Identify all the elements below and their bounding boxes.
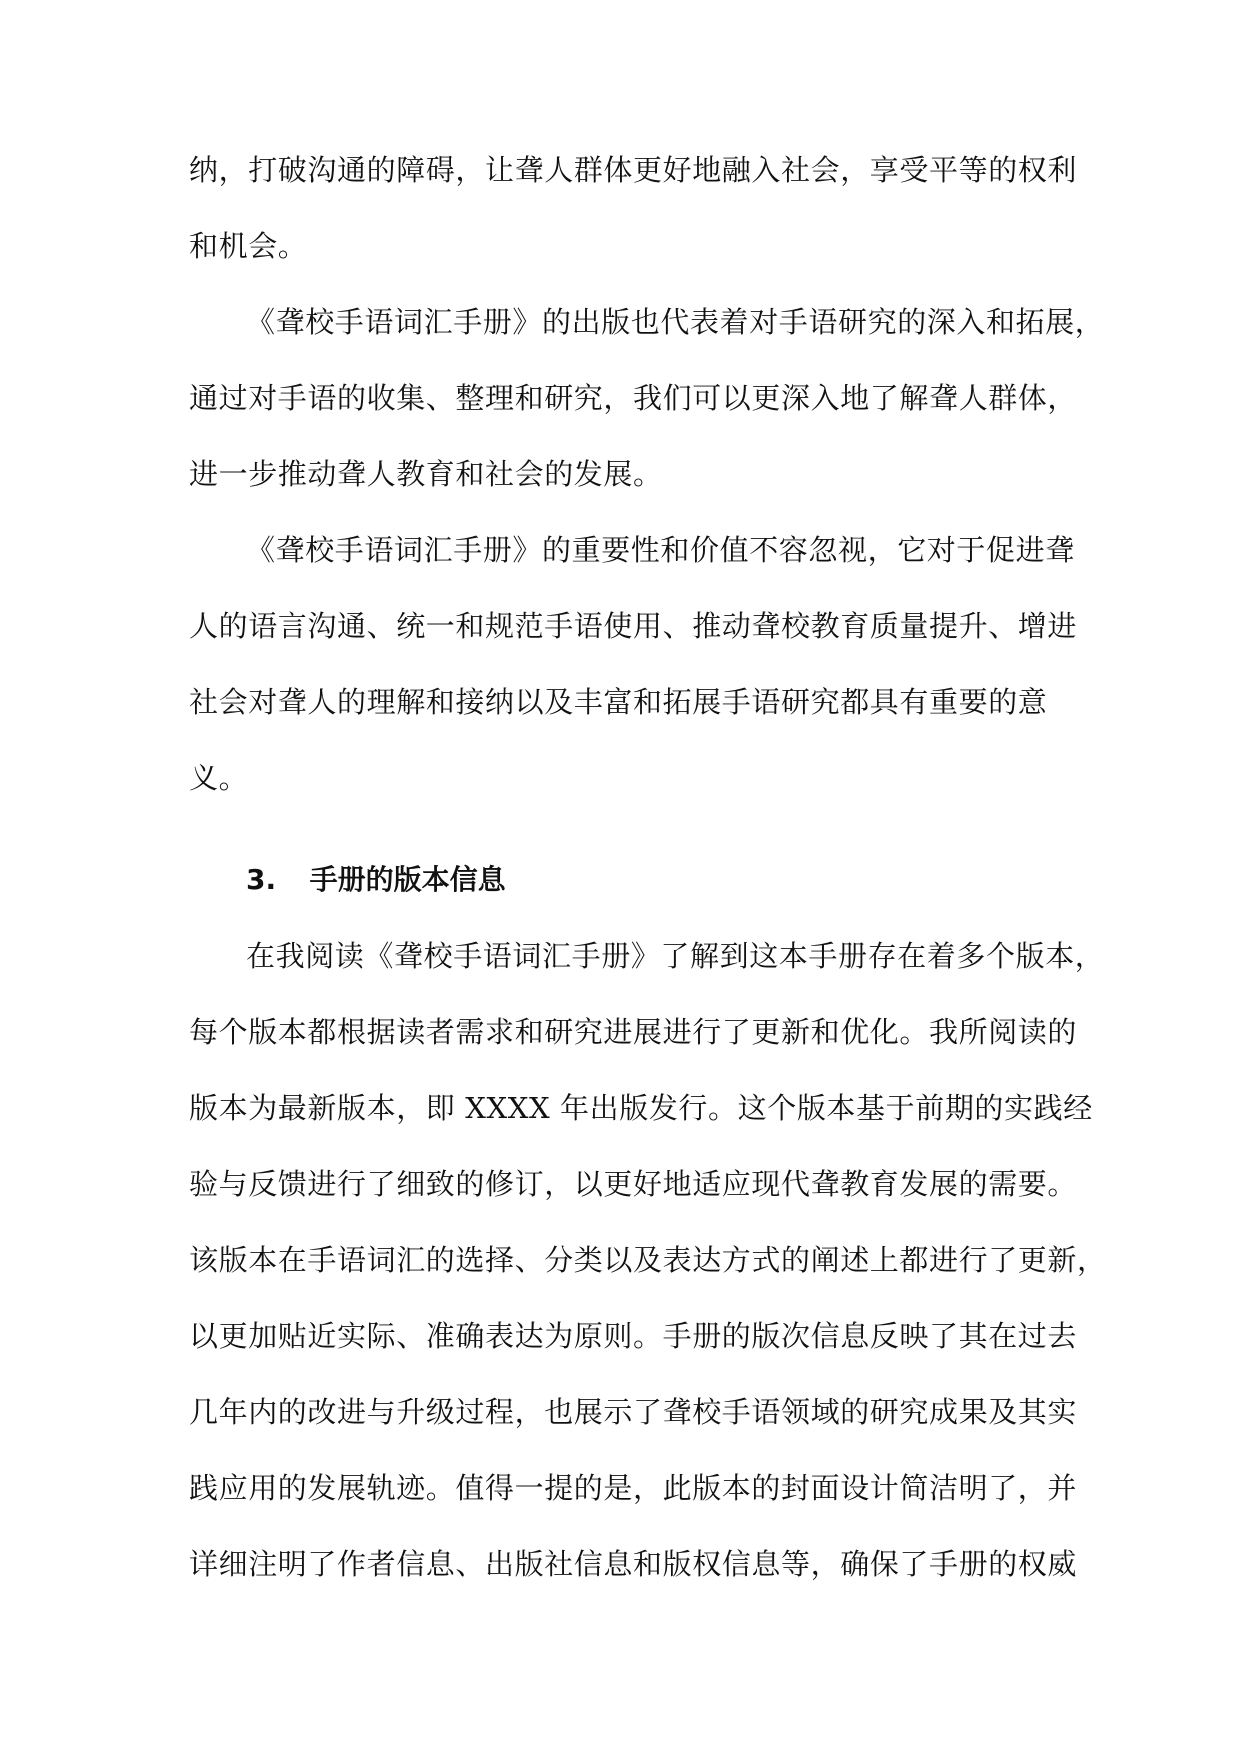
paragraph-line: 每个版本都根据读者需求和研究进展进行了更新和优化。我所阅读的: [189, 1015, 1078, 1049]
paragraph-line: 版本为最新版本，即 XXXX 年出版发行。这个版本基于前期的实践经: [189, 1091, 1093, 1125]
section-number: 3.: [246, 863, 277, 896]
paragraph-line: 和机会。: [189, 229, 308, 263]
paragraph-line: 几年内的改进与升级过程，也展示了聋校手语领域的研究成果及其实: [189, 1395, 1078, 1429]
paragraph-line: 人的语言沟通、统一和规范手语使用、推动聋校教育质量提升、增进: [189, 609, 1078, 643]
paragraph-line: 进一步推动聋人教育和社会的发展。: [189, 457, 663, 491]
paragraph-line: 验与反馈进行了细致的修订，以更好地适应现代聋教育发展的需要。: [189, 1167, 1078, 1201]
paragraph-line: 践应用的发展轨迹。值得一提的是，此版本的封面设计简洁明了，并: [189, 1471, 1078, 1505]
paragraph-line: 义。: [189, 761, 249, 795]
paragraph-line: 通过对手语的收集、整理和研究，我们可以更深入地了解聋人群体，: [189, 381, 1078, 415]
paragraph-line: 《聋校手语词汇手册》的重要性和价值不容忽视，它对于促进聋: [246, 533, 1075, 567]
paragraph-line: 《聋校手语词汇手册》的出版也代表着对手语研究的深入和拓展，: [246, 305, 1105, 339]
paragraph-line: 该版本在手语词汇的选择、分类以及表达方式的阐述上都进行了更新，: [189, 1243, 1107, 1277]
paragraph-line: 以更加贴近实际、准确表达为原则。手册的版次信息反映了其在过去: [189, 1319, 1078, 1353]
section-heading: [246, 860, 506, 900]
paragraph-line: 社会对聋人的理解和接纳以及丰富和拓展手语研究都具有重要的意: [189, 685, 1048, 719]
section-title: 手册的版本信息: [309, 863, 506, 896]
paragraph-line: 纳，打破沟通的障碍，让聋人群体更好地融入社会，享受平等的权利: [189, 153, 1078, 187]
paragraph-line: 在我阅读《聋校手语词汇手册》了解到这本手册存在着多个版本，: [246, 939, 1105, 973]
paragraph-line: 详细注明了作者信息、出版社信息和版权信息等，确保了手册的权威: [189, 1547, 1078, 1581]
